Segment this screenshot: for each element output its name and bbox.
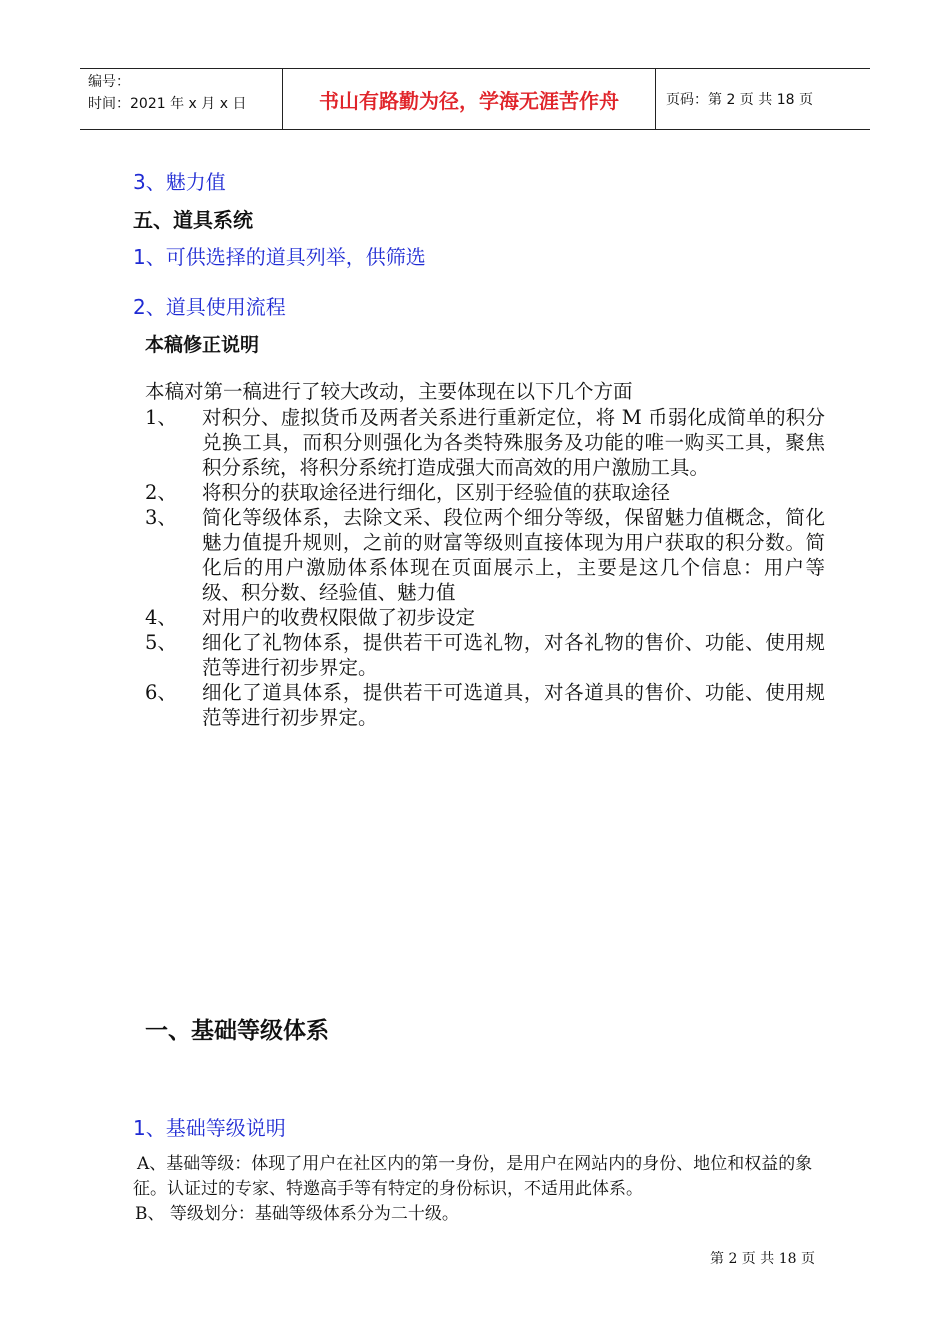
paragraph-a: A、基础等级：体现了用户在社区内的第一身份，是用户在网站内的身份、地位和权益的象征。认证过的专家、特邀高手等有特定的身份标识，不适用此体系。 <box>133 1154 813 1199</box>
header-meta <box>80 69 282 129</box>
list-item-text: 将积分的获取途径进行细化，区别于经验值的获取途径 <box>202 481 671 504</box>
list-item <box>145 505 825 605</box>
list-item-text: 细化了道具体系，提供若干可选道具，对各道具的售价、功能、使用规范等进行初步界定。 <box>202 681 825 729</box>
list-item-text: 简化等级体系，去除文采、段位两个细分等级，保留魅力值概念，简化魅力值提升规则，之前的财富等级则直接体现为用户获取的积分数。简化后的用户激励体系体现在页面展示上，主要是这几个信息：用户等级、积分数、经验值、魅力值 <box>202 506 825 604</box>
list-item-number: 1、 <box>145 406 177 429</box>
list-item-number: 3、 <box>145 506 177 529</box>
list-item-number: 6、 <box>145 681 177 704</box>
base-level-heading: 1、基础等级说明 <box>133 1116 286 1140</box>
revision-intro: 本稿对第一稿进行了较大改动，主要体现在以下几个方面 <box>145 380 633 403</box>
header-motto: 书山有路勤为径，学海无涯苦作舟 <box>282 69 656 129</box>
section-one-title: 一、基础等级体系 <box>145 1018 329 1044</box>
revision-list <box>145 405 825 730</box>
list-item <box>145 480 825 505</box>
prop-flow-heading: 2、道具使用流程 <box>133 295 286 319</box>
charm-value-heading: 3、魅力值 <box>133 170 226 194</box>
list-item <box>145 630 825 680</box>
list-item-number: 2、 <box>145 481 177 504</box>
paragraph-b: B、 等级划分：基础等级体系分为二十级。 <box>135 1204 459 1224</box>
page-header <box>80 68 870 130</box>
list-item <box>145 680 825 730</box>
revision-title: 本稿修正说明 <box>145 334 260 356</box>
number-label: 编号： <box>88 74 130 90</box>
section-five-title: 五、道具系统 <box>133 208 253 232</box>
list-item-text: 对积分、虚拟货币及两者关系进行重新定位，将 M 币弱化成简单的积分兑换工具，而积分则强化为各类特殊服务及功能的唯一购买工具，聚焦积分系统，将积分系统打造成强大而高效的用户激励工具。 <box>202 406 825 479</box>
time-label: 时间：2021 年 x 月 x 日 <box>88 96 247 112</box>
prop-list-heading: 1、可供选择的道具列举，供筛选 <box>133 245 426 269</box>
list-item-text: 对用户的收费权限做了初步设定 <box>202 606 476 629</box>
list-item-text: 细化了礼物体系，提供若干可选礼物，对各礼物的售价、功能、使用规范等进行初步界定。 <box>202 631 825 679</box>
list-item <box>145 605 825 630</box>
list-item-number: 4、 <box>145 606 177 629</box>
page-footer: 第 2 页 共 18 页 <box>710 1251 815 1267</box>
list-item <box>145 405 825 480</box>
header-page-label: 页码：第 2 页 共 18 页 <box>666 92 813 108</box>
list-item-number: 5、 <box>145 631 177 654</box>
